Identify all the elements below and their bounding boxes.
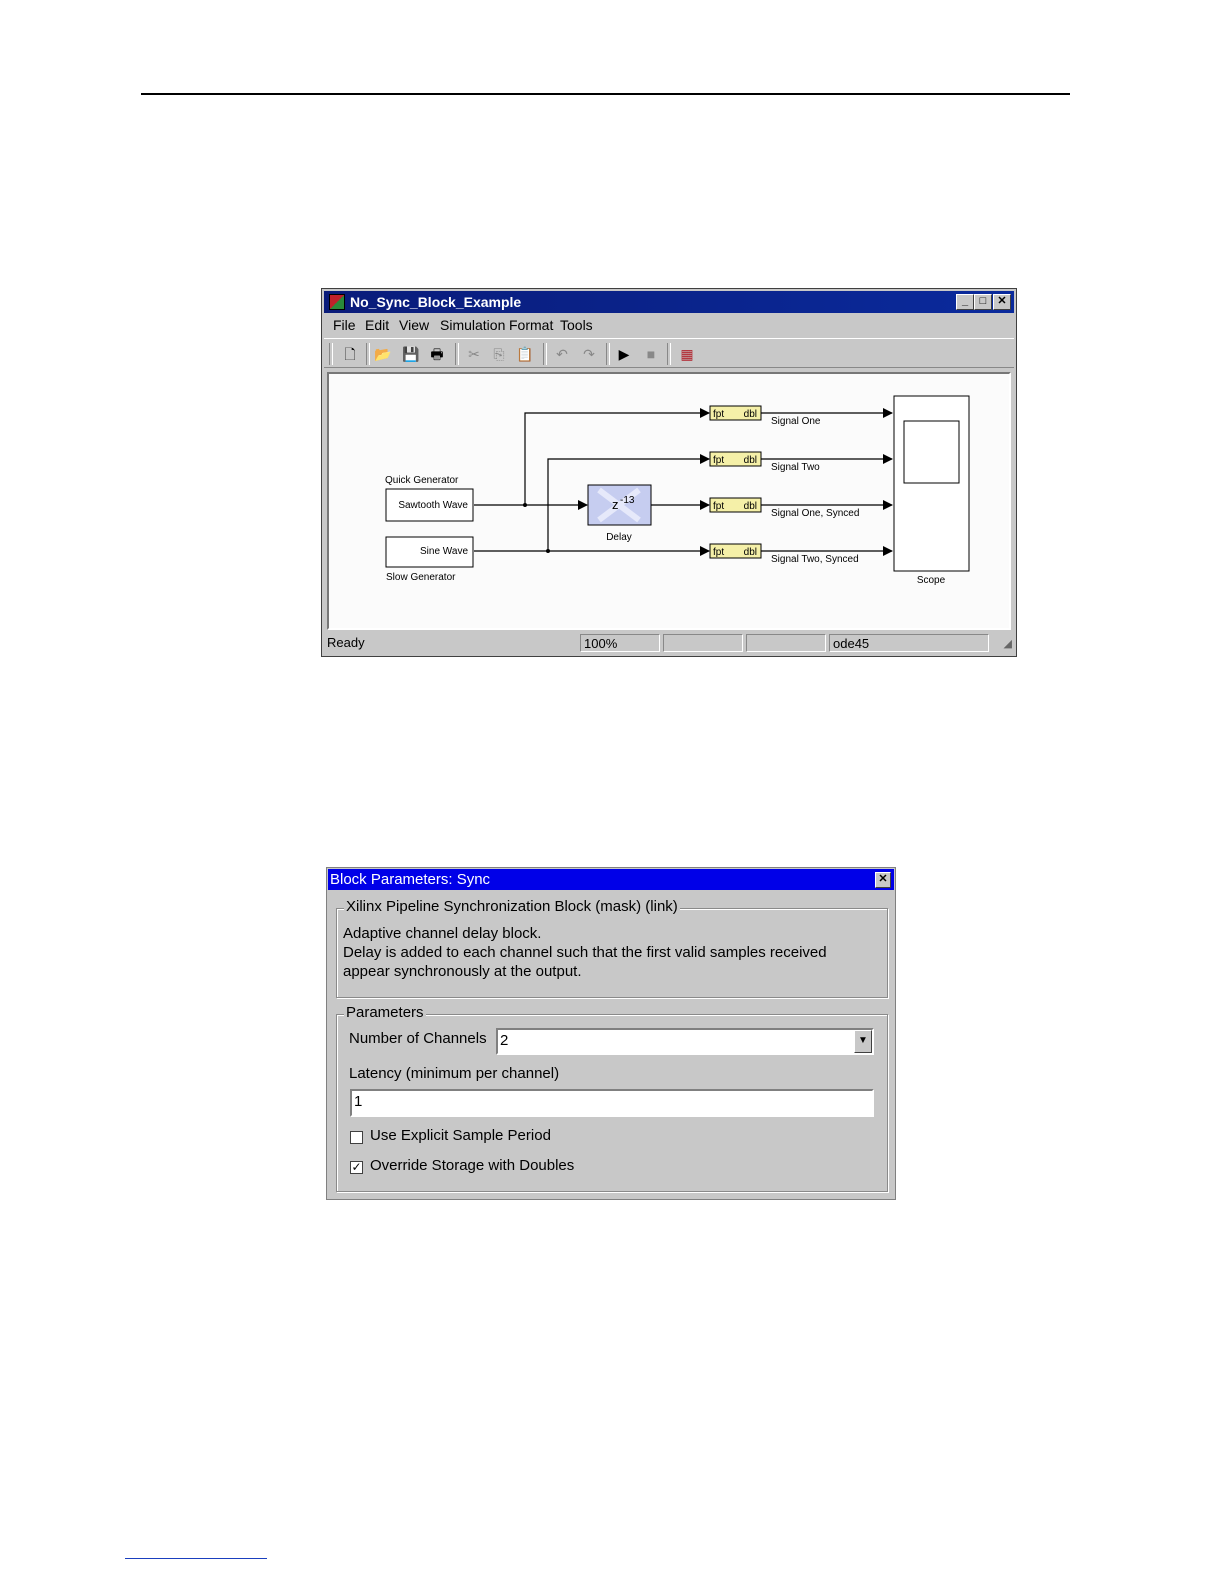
delay-label: Delay [606,532,632,543]
parameters-group [336,1004,888,1192]
redo-icon[interactable]: ↷ [583,346,595,362]
parameters-title: Parameters [346,1004,424,1021]
block-parameters-dialog [326,867,896,1200]
status-text: Ready [327,635,365,650]
model-canvas[interactable] [327,372,1011,630]
block-diagram [329,374,1009,628]
menu-simulation[interactable]: Simulation [440,317,506,333]
toolbar [324,338,1014,368]
paste-icon[interactable]: 📋 [516,346,534,362]
start-simulation-icon[interactable]: ▶ [618,346,630,362]
menu-file[interactable]: File [333,317,356,333]
print-icon[interactable]: 🖶 [430,346,444,362]
latency-label: Latency (minimum per channel) [349,1065,560,1082]
override-storage-checkbox[interactable]: ✓ [351,1160,362,1174]
channels-value: 2 [500,1032,509,1049]
latency-input[interactable] [350,1089,874,1117]
page-header-rule [141,93,1070,95]
menu-tools[interactable]: Tools [560,317,593,333]
branch-point [546,549,550,553]
signal-label: Signal One [771,416,821,427]
chevron-down-icon[interactable]: ▼ [854,1030,872,1053]
simulink-app-icon [329,294,345,310]
window-title: No_Sync_Block_Example [350,294,522,310]
description-text: Adaptive channel delay block. Delay is added to each channel such that the first valid samples received appear synchronously at the output. [343,925,827,980]
scope-block[interactable] [894,396,969,571]
save-icon[interactable]: 💾 [402,346,420,362]
converter-block-4[interactable] [710,544,761,558]
explicit-period-label[interactable]: Use Explicit Sample Period [370,1127,551,1144]
footer-link-underline [125,1558,267,1559]
cut-icon[interactable]: ✂ [468,346,480,362]
slow-generator-label: Slow Generator [386,572,456,583]
svg-text:dbl: dbl [743,501,757,512]
stop-simulation-icon[interactable]: ■ [646,346,656,362]
signal-wires [474,413,892,551]
menu-bar [324,314,1014,336]
solver-name: ode45 [829,634,989,652]
svg-text:dbl: dbl [743,455,757,466]
signal-label: Signal One, Synced [771,508,860,519]
svg-text:dbl: dbl [743,409,757,420]
close-icon[interactable]: ✕ [875,872,891,888]
latency-value: 1 [354,1093,363,1110]
menu-view[interactable]: View [399,317,430,333]
new-icon[interactable]: 🗋 [344,346,356,362]
override-storage-label[interactable]: Override Storage with Doubles [370,1157,575,1174]
svg-text:fpt: fpt [713,409,725,420]
open-icon[interactable]: 📂 [374,346,392,362]
svg-text:fpt: fpt [713,501,725,512]
converter-block-2[interactable] [710,452,761,466]
status-cell [746,634,826,652]
description-group [336,898,888,998]
minimize-icon[interactable]: _ [956,294,974,310]
dialog-titlebar[interactable] [328,869,894,890]
signal-label: Signal Two, Synced [771,554,859,565]
delay-z: z [612,497,619,512]
sine-wave-label: Sine Wave [420,546,468,557]
scope-label: Scope [916,575,946,586]
undo-icon[interactable]: ↶ [556,346,568,362]
branch-point [523,503,527,507]
svg-text:fpt: fpt [713,455,725,466]
dialog-title: Block Parameters: Sync [330,871,491,888]
group-title: Xilinx Pipeline Synchronization Block (mask) (link) [346,898,678,915]
delay-block[interactable] [588,485,651,525]
copy-icon[interactable]: ⎘ [493,346,505,362]
svg-text:dbl: dbl [743,547,757,558]
window-titlebar[interactable] [324,291,1014,313]
delay-exponent: -13 [620,495,635,506]
converter-block-1[interactable] [710,406,761,420]
model-window [321,288,1017,657]
converter-block-3[interactable] [710,498,761,512]
channels-dropdown[interactable] [496,1028,874,1055]
menu-format[interactable]: Format [509,317,554,333]
svg-text:fpt: fpt [713,547,725,558]
status-bar [324,632,1014,654]
explicit-period-checkbox[interactable] [350,1131,363,1144]
channels-label: Number of Channels [349,1030,487,1047]
close-icon[interactable]: ✕ [993,294,1011,310]
resize-grip-icon[interactable]: ◢ [1003,638,1012,650]
status-cell [663,634,743,652]
sawtooth-wave-label: Sawtooth Wave [398,500,468,511]
zoom-level: 100% [580,634,660,652]
quick-generator-label: Quick Generator [385,475,459,486]
signal-label: Signal Two [771,462,820,473]
menu-edit[interactable]: Edit [365,317,390,333]
library-browser-icon[interactable]: ▦ [680,346,694,362]
maximize-icon[interactable]: □ [974,294,992,310]
